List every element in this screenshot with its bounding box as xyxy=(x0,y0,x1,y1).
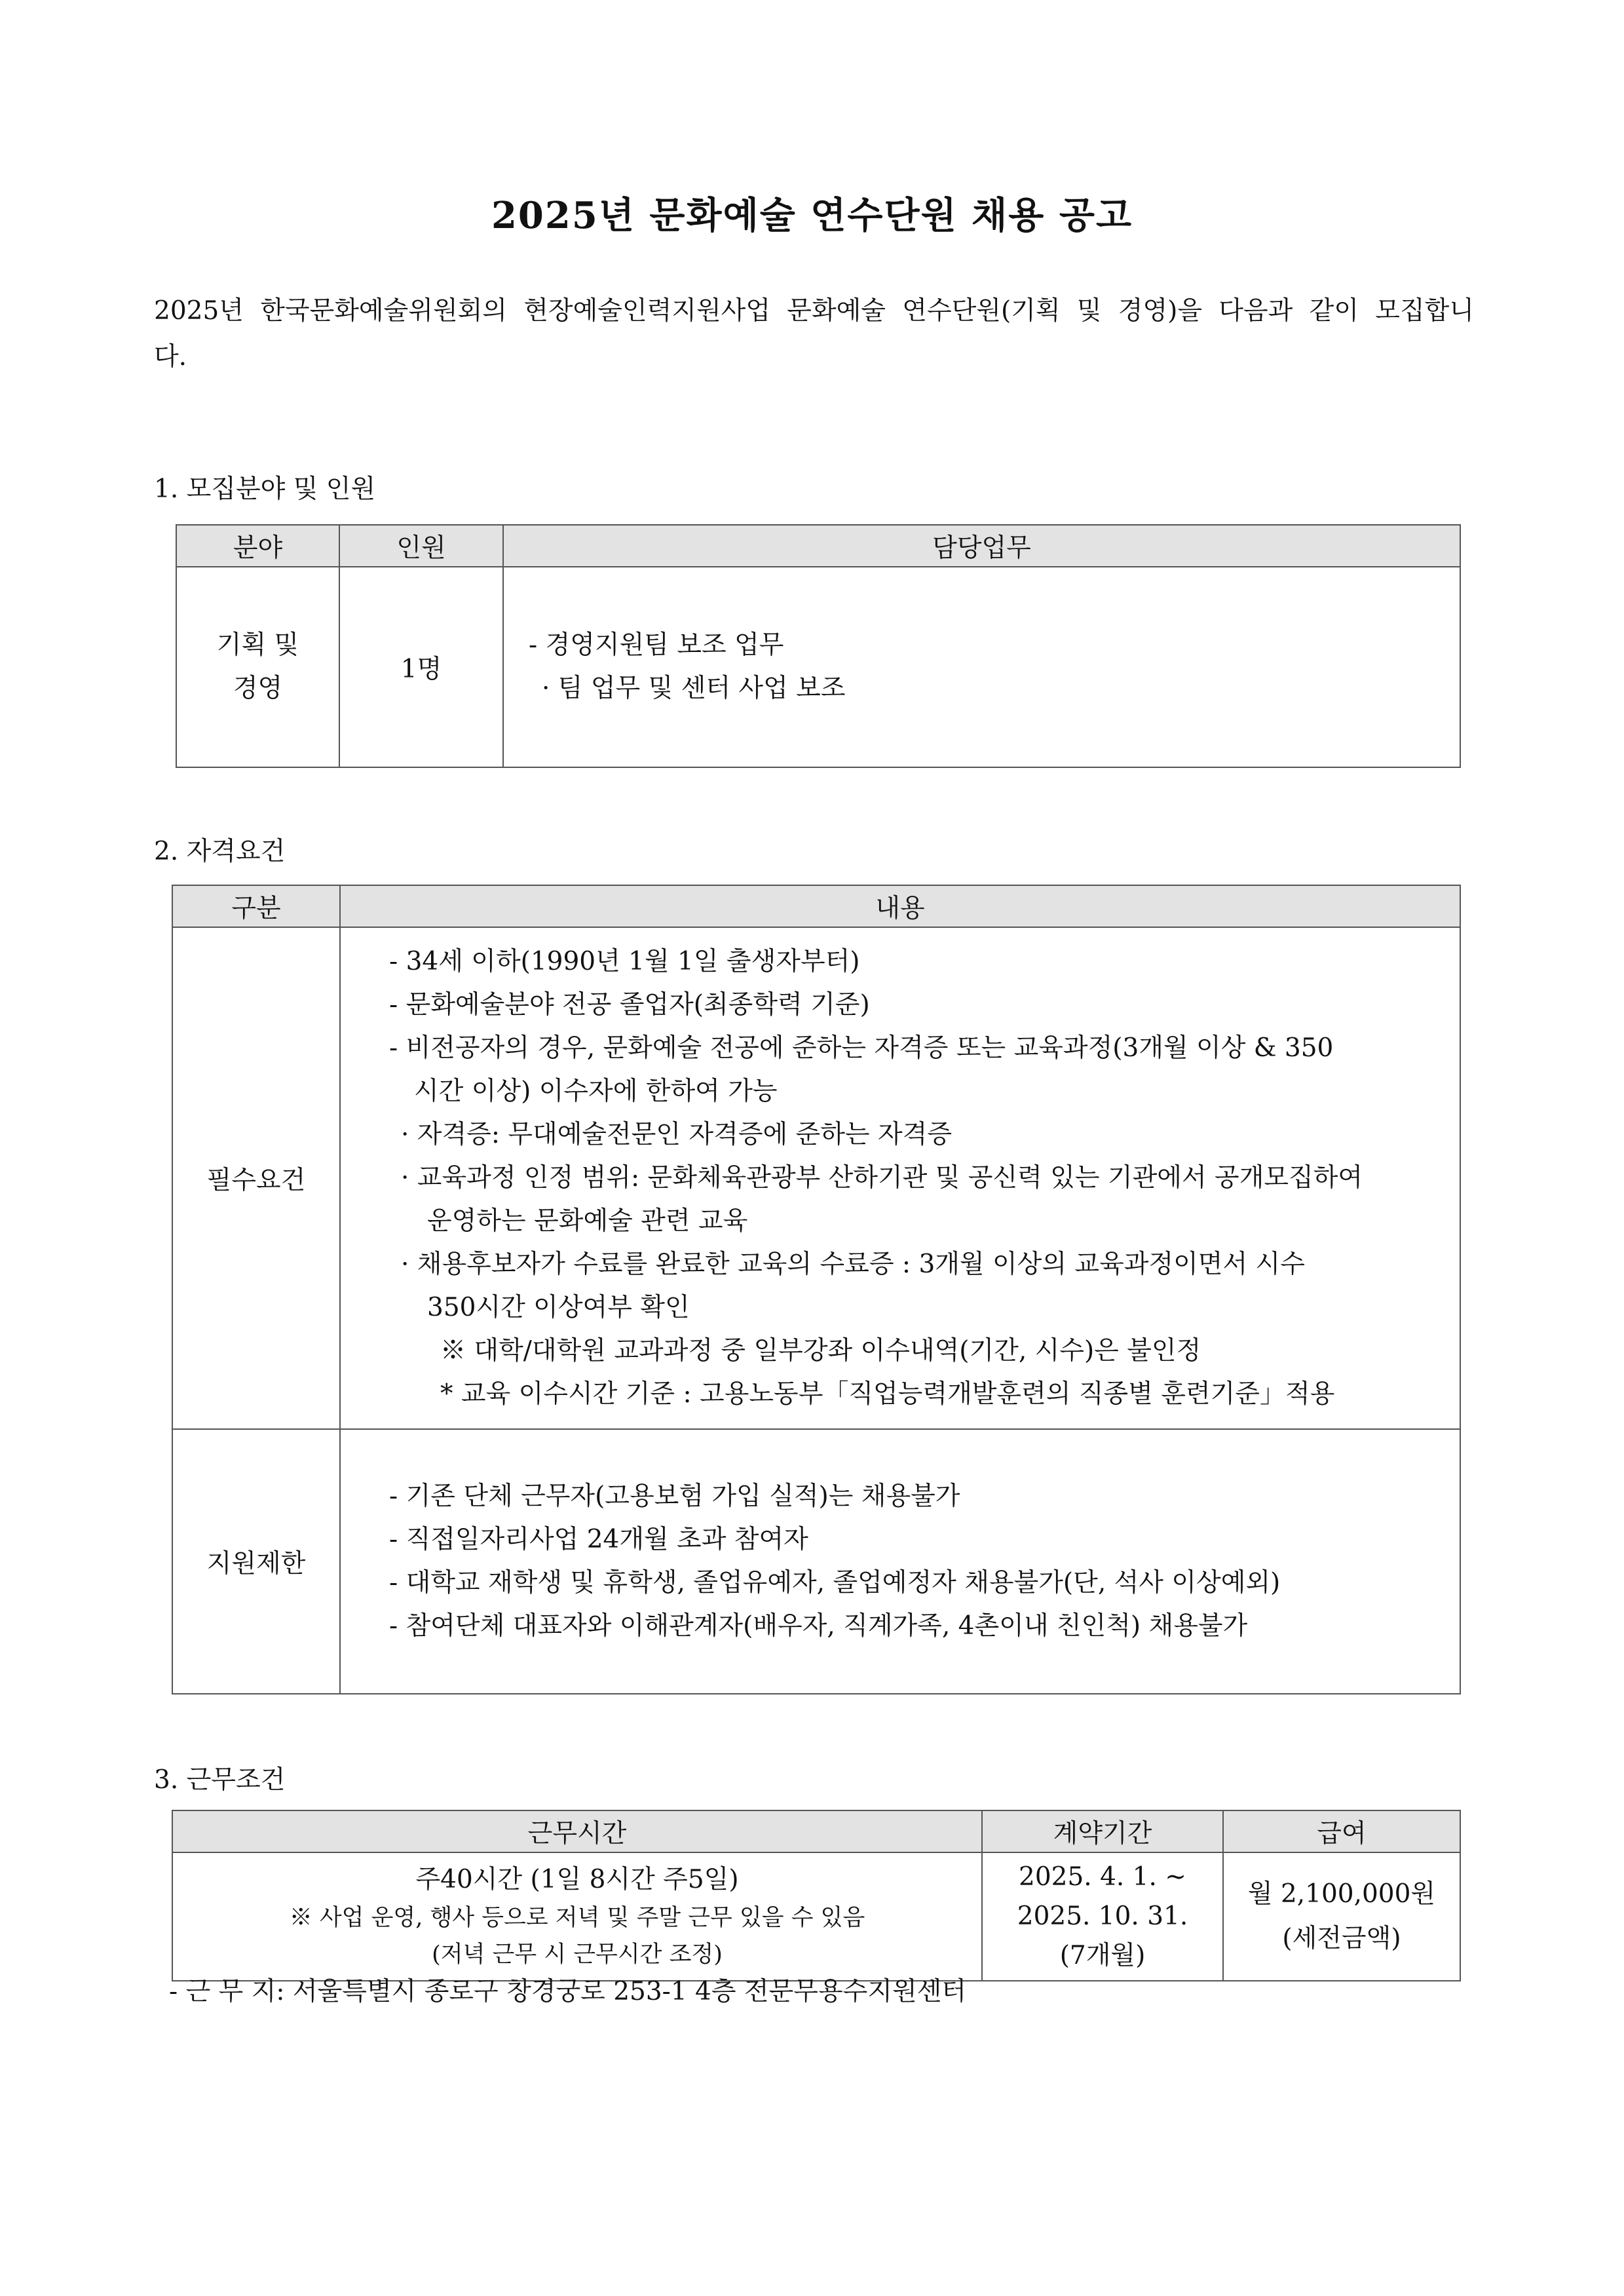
table-row xyxy=(176,567,1460,767)
hours-note: (저녁 근무 시 근무시간 조정) xyxy=(432,1942,723,1968)
header-field: 분야 xyxy=(176,525,339,567)
field-cell xyxy=(176,567,339,767)
header-content: 내용 xyxy=(340,885,1460,927)
pay-line: (세전금액) xyxy=(1282,1924,1401,1953)
restriction-line: - 대학교 재학생 및 휴학생, 졸업유예자, 졸업예정자 채용불가(단, 석사 이상예외) xyxy=(389,1568,1281,1598)
requirement-line: - 비전공자의 경우, 문화예술 전공에 준하는 자격증 또는 교육과정(3개월 이상 & 350 xyxy=(389,1033,1334,1063)
hours-line: 주40시간 (1일 8시간 주5일) xyxy=(415,1865,739,1894)
note-line: ※ 대학/대학원 교과과정 중 일부강좌 이수내역(기간, 시수)은 불인정 xyxy=(440,1336,1201,1366)
requirement-line: - 34세 이하(1990년 1월 1일 출생자부터) xyxy=(389,947,860,976)
table-row xyxy=(172,1429,1460,1694)
duty-line: · 팀 업무 및 센터 사업 보조 xyxy=(542,674,846,703)
restriction-line: - 기존 단체 근무자(고용보험 가입 실적)는 채용불가 xyxy=(389,1482,960,1511)
header-pay: 급여 xyxy=(1223,1810,1460,1852)
header-category: 구분 xyxy=(172,885,340,927)
hours-note: ※ 사업 운영, 행사 등으로 저녁 및 주말 근무 있을 수 있음 xyxy=(289,1905,865,1931)
period-line: 2025. 10. 31. xyxy=(1017,1902,1188,1931)
requirement-line: - 문화예술분야 전공 졸업자(최종학력 기준) xyxy=(389,990,870,1020)
intro-paragraph: 2025년 한국문화예술위원회의 현장예술인력지원사업 문화예술 연수단원(기획 및 경영)을 다음과 같이 모집합니다. xyxy=(154,296,1474,372)
table-header-row xyxy=(172,1810,1460,1852)
recruit-table xyxy=(176,524,1461,768)
requirement-line: · 채용후보자가 수료를 완료한 교육의 수료증 : 3개월 이상의 교육과정이면서 시수 xyxy=(401,1250,1305,1279)
section3-heading: 3. 근무조건 xyxy=(154,1765,286,1795)
section2-heading: 2. 자격요건 xyxy=(154,837,286,866)
hours-cell xyxy=(172,1852,982,1981)
required-label: 필수요건 xyxy=(172,927,340,1429)
duty-cell xyxy=(503,567,1460,767)
restriction-label: 지원제한 xyxy=(172,1429,340,1694)
count-cell: 1명 xyxy=(339,567,503,767)
table-row xyxy=(172,927,1460,1429)
pay-cell xyxy=(1223,1852,1460,1981)
required-content xyxy=(340,927,1460,1429)
requirement-line: 운영하는 문화예술 관련 교육 xyxy=(427,1206,748,1236)
section1-heading: 1. 모집분야 및 인원 xyxy=(154,474,376,504)
period-cell xyxy=(982,1852,1223,1981)
restriction-content xyxy=(340,1429,1460,1694)
requirement-line: · 자격증: 무대예술전문인 자격증에 준하는 자격증 xyxy=(401,1120,953,1149)
period-line: 2025. 4. 1. ~ xyxy=(1019,1862,1186,1892)
work-location: - 근 무 지: 서울특별시 종로구 창경궁로 253-1 4층 전문무용수지원센터 xyxy=(169,1977,966,2006)
header-duty: 담당업무 xyxy=(503,525,1460,567)
period-line: (7개월) xyxy=(1059,1941,1146,1970)
duty-line: - 경영지원팀 보조 업무 xyxy=(529,630,784,660)
page-title: 2025년 문화예술 연수단원 채용 공고 xyxy=(491,194,1133,237)
work-conditions-table xyxy=(172,1810,1461,1981)
header-hours: 근무시간 xyxy=(172,1810,982,1852)
header-period: 계약기간 xyxy=(982,1810,1223,1852)
requirement-line: 시간 이상) 이수자에 한하여 가능 xyxy=(414,1077,778,1106)
restriction-line: - 직접일자리사업 24개월 초과 참여자 xyxy=(389,1525,808,1554)
table-header-row xyxy=(176,525,1460,567)
field-line: 기획 및 xyxy=(216,630,299,660)
restriction-line: - 참여단체 대표자와 이해관계자(배우자, 직계가족, 4촌이내 친인척) 채용불가 xyxy=(389,1611,1248,1641)
table-header-row xyxy=(172,885,1460,927)
pay-line: 월 2,100,000원 xyxy=(1247,1879,1436,1909)
requirement-line: · 교육과정 인정 범위: 문화체육관광부 산하기관 및 공신력 있는 기관에서 공개모집하여 xyxy=(401,1163,1363,1193)
note-line: * 교육 이수시간 기준 : 고용노동부「직업능력개발훈련의 직종별 훈련기준」적용 xyxy=(440,1379,1335,1409)
field-line: 경영 xyxy=(233,674,283,703)
qualification-table xyxy=(172,885,1461,1694)
requirement-line: 350시간 이상여부 확인 xyxy=(427,1293,690,1322)
table-row xyxy=(172,1852,1460,1981)
header-count: 인원 xyxy=(339,525,503,567)
